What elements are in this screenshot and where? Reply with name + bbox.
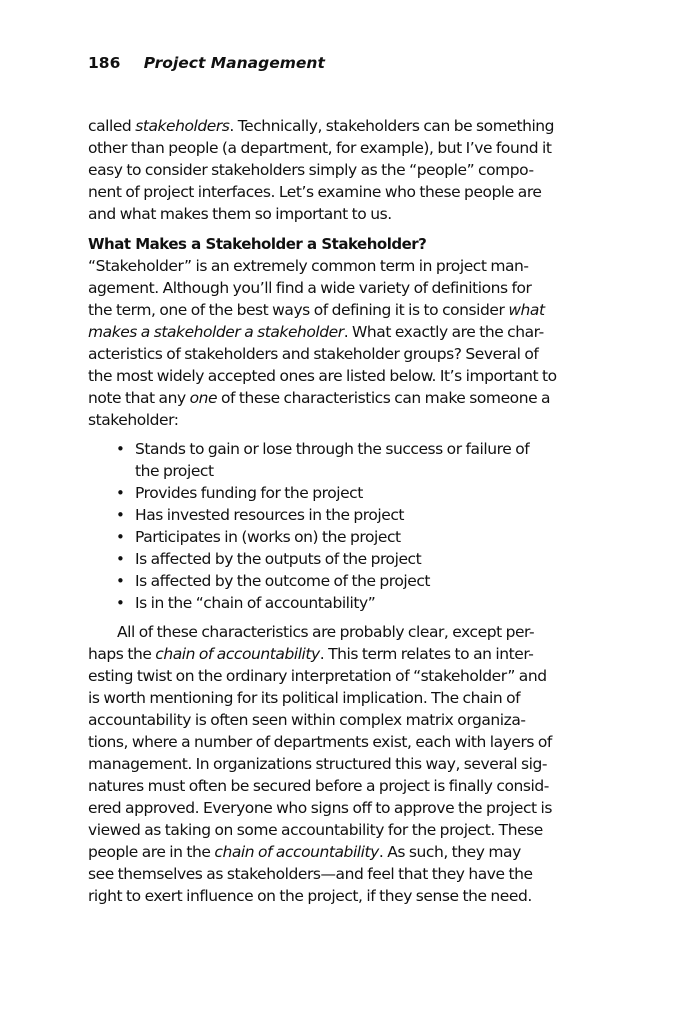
- bullet-icon: •: [116, 528, 125, 546]
- text-line: [88, 299, 598, 321]
- text-line: see themselves as stakeholders—and feel that they have the: [88, 865, 533, 883]
- text-line: stakeholder:: [88, 411, 179, 429]
- text-segment: haps the: [88, 645, 156, 663]
- list-item: [88, 548, 598, 570]
- list-item-text: Is in the “chain of accountability”: [135, 594, 376, 612]
- text-line: viewed as taking on some accountability for the project. These: [88, 821, 543, 839]
- text-line: easy to consider stakeholders simply as the “people” compo-: [88, 161, 534, 179]
- intro-paragraph: [88, 115, 598, 225]
- text-segment: called: [88, 117, 136, 135]
- text-segment: . Technically, stakeholders can be something: [229, 117, 555, 135]
- text-line: tions, where a number of departments exist, each with layers of: [88, 733, 552, 751]
- text-line: nent of project interfaces. Let’s examine who these people are: [88, 183, 542, 201]
- text-line: the most widely accepted ones are listed below. It’s important to: [88, 367, 557, 385]
- bullet-icon: •: [116, 484, 125, 502]
- text-line: ered approved. Everyone who signs off to approve the project is: [88, 799, 552, 817]
- text-line: acteristics of stakeholders and stakeholder groups? Several of: [88, 345, 539, 363]
- list-item: [88, 438, 598, 482]
- text-segment: people are in the: [88, 843, 215, 861]
- bullet-icon: •: [116, 440, 125, 458]
- list-item: [88, 592, 598, 614]
- list-item: [88, 526, 598, 548]
- characteristics-list: [88, 438, 598, 614]
- text-segment: note that any: [88, 389, 190, 407]
- emphasis: makes a stakeholder a stakeholder: [88, 323, 344, 341]
- text-line: “Stakeholder” is an extremely common term in project man-: [88, 257, 529, 275]
- bullet-icon: •: [116, 550, 125, 568]
- text-segment: of these characteristics can make someone a: [217, 389, 551, 407]
- emphasis: chain of accountability: [155, 645, 320, 663]
- text-line: natures must often be secured before a project is finally consid-: [88, 777, 549, 795]
- list-item-text: Has invested resources in the project: [135, 506, 405, 524]
- emphasis: stakeholders: [135, 117, 230, 135]
- text-line: is worth mentioning for its political implication. The chain of: [88, 689, 521, 707]
- text-line: management. In organizations structured this way, several sig-: [88, 755, 548, 773]
- list-item: [88, 482, 598, 504]
- running-head-title: Project Management: [143, 54, 325, 72]
- text-line: [88, 841, 598, 863]
- text-line: esting twist on the ordinary interpretation of “stakeholder” and: [88, 667, 547, 685]
- page-number: 186: [88, 54, 121, 72]
- text-line: [88, 387, 598, 409]
- text-line: right to exert influence on the project, if they sense the need.: [88, 887, 532, 905]
- list-item-text: the project: [135, 462, 214, 480]
- text-line: other than people (a department, for example), but I’ve found it: [88, 139, 552, 157]
- emphasis: one: [189, 389, 218, 407]
- list-item-text: Provides funding for the project: [135, 484, 363, 502]
- definition-paragraph: [88, 255, 598, 431]
- chain-of-accountability-paragraph: [88, 621, 598, 907]
- text-line: and what makes them so important to us.: [88, 205, 392, 223]
- text-line: [88, 643, 598, 665]
- bullet-icon: •: [116, 594, 125, 612]
- book-page: [88, 52, 598, 907]
- text-line: accountability is often seen within complex matrix organiza-: [88, 711, 526, 729]
- list-item: [88, 570, 598, 592]
- text-line: All of these characteristics are probably clear, except per-: [117, 623, 535, 641]
- list-item-text: Is affected by the outputs of the project: [135, 550, 422, 568]
- text-segment: . This term relates to an inter-: [319, 645, 534, 663]
- text-segment: . As such, they may: [378, 843, 521, 861]
- list-item-text: Is affected by the outcome of the project: [135, 572, 431, 590]
- emphasis: chain of accountability: [214, 843, 379, 861]
- list-item-text: Stands to gain or lose through the success or failure of: [135, 440, 530, 458]
- text-line: [88, 321, 598, 343]
- bullet-icon: •: [116, 572, 125, 590]
- text-segment: . What exactly are the char-: [343, 323, 544, 341]
- text-line: agement. Although you’ll find a wide variety of definitions for: [88, 279, 532, 297]
- bullet-icon: •: [116, 506, 125, 524]
- emphasis: what: [508, 301, 545, 319]
- section-heading: What Makes a Stakeholder a Stakeholder?: [88, 235, 427, 253]
- text-line: [88, 115, 598, 137]
- list-item: [88, 504, 598, 526]
- text-segment: the term, one of the best ways of defining it is to consider: [88, 301, 509, 319]
- list-item-text: Participates in (works on) the project: [135, 528, 401, 546]
- running-head: [88, 52, 598, 74]
